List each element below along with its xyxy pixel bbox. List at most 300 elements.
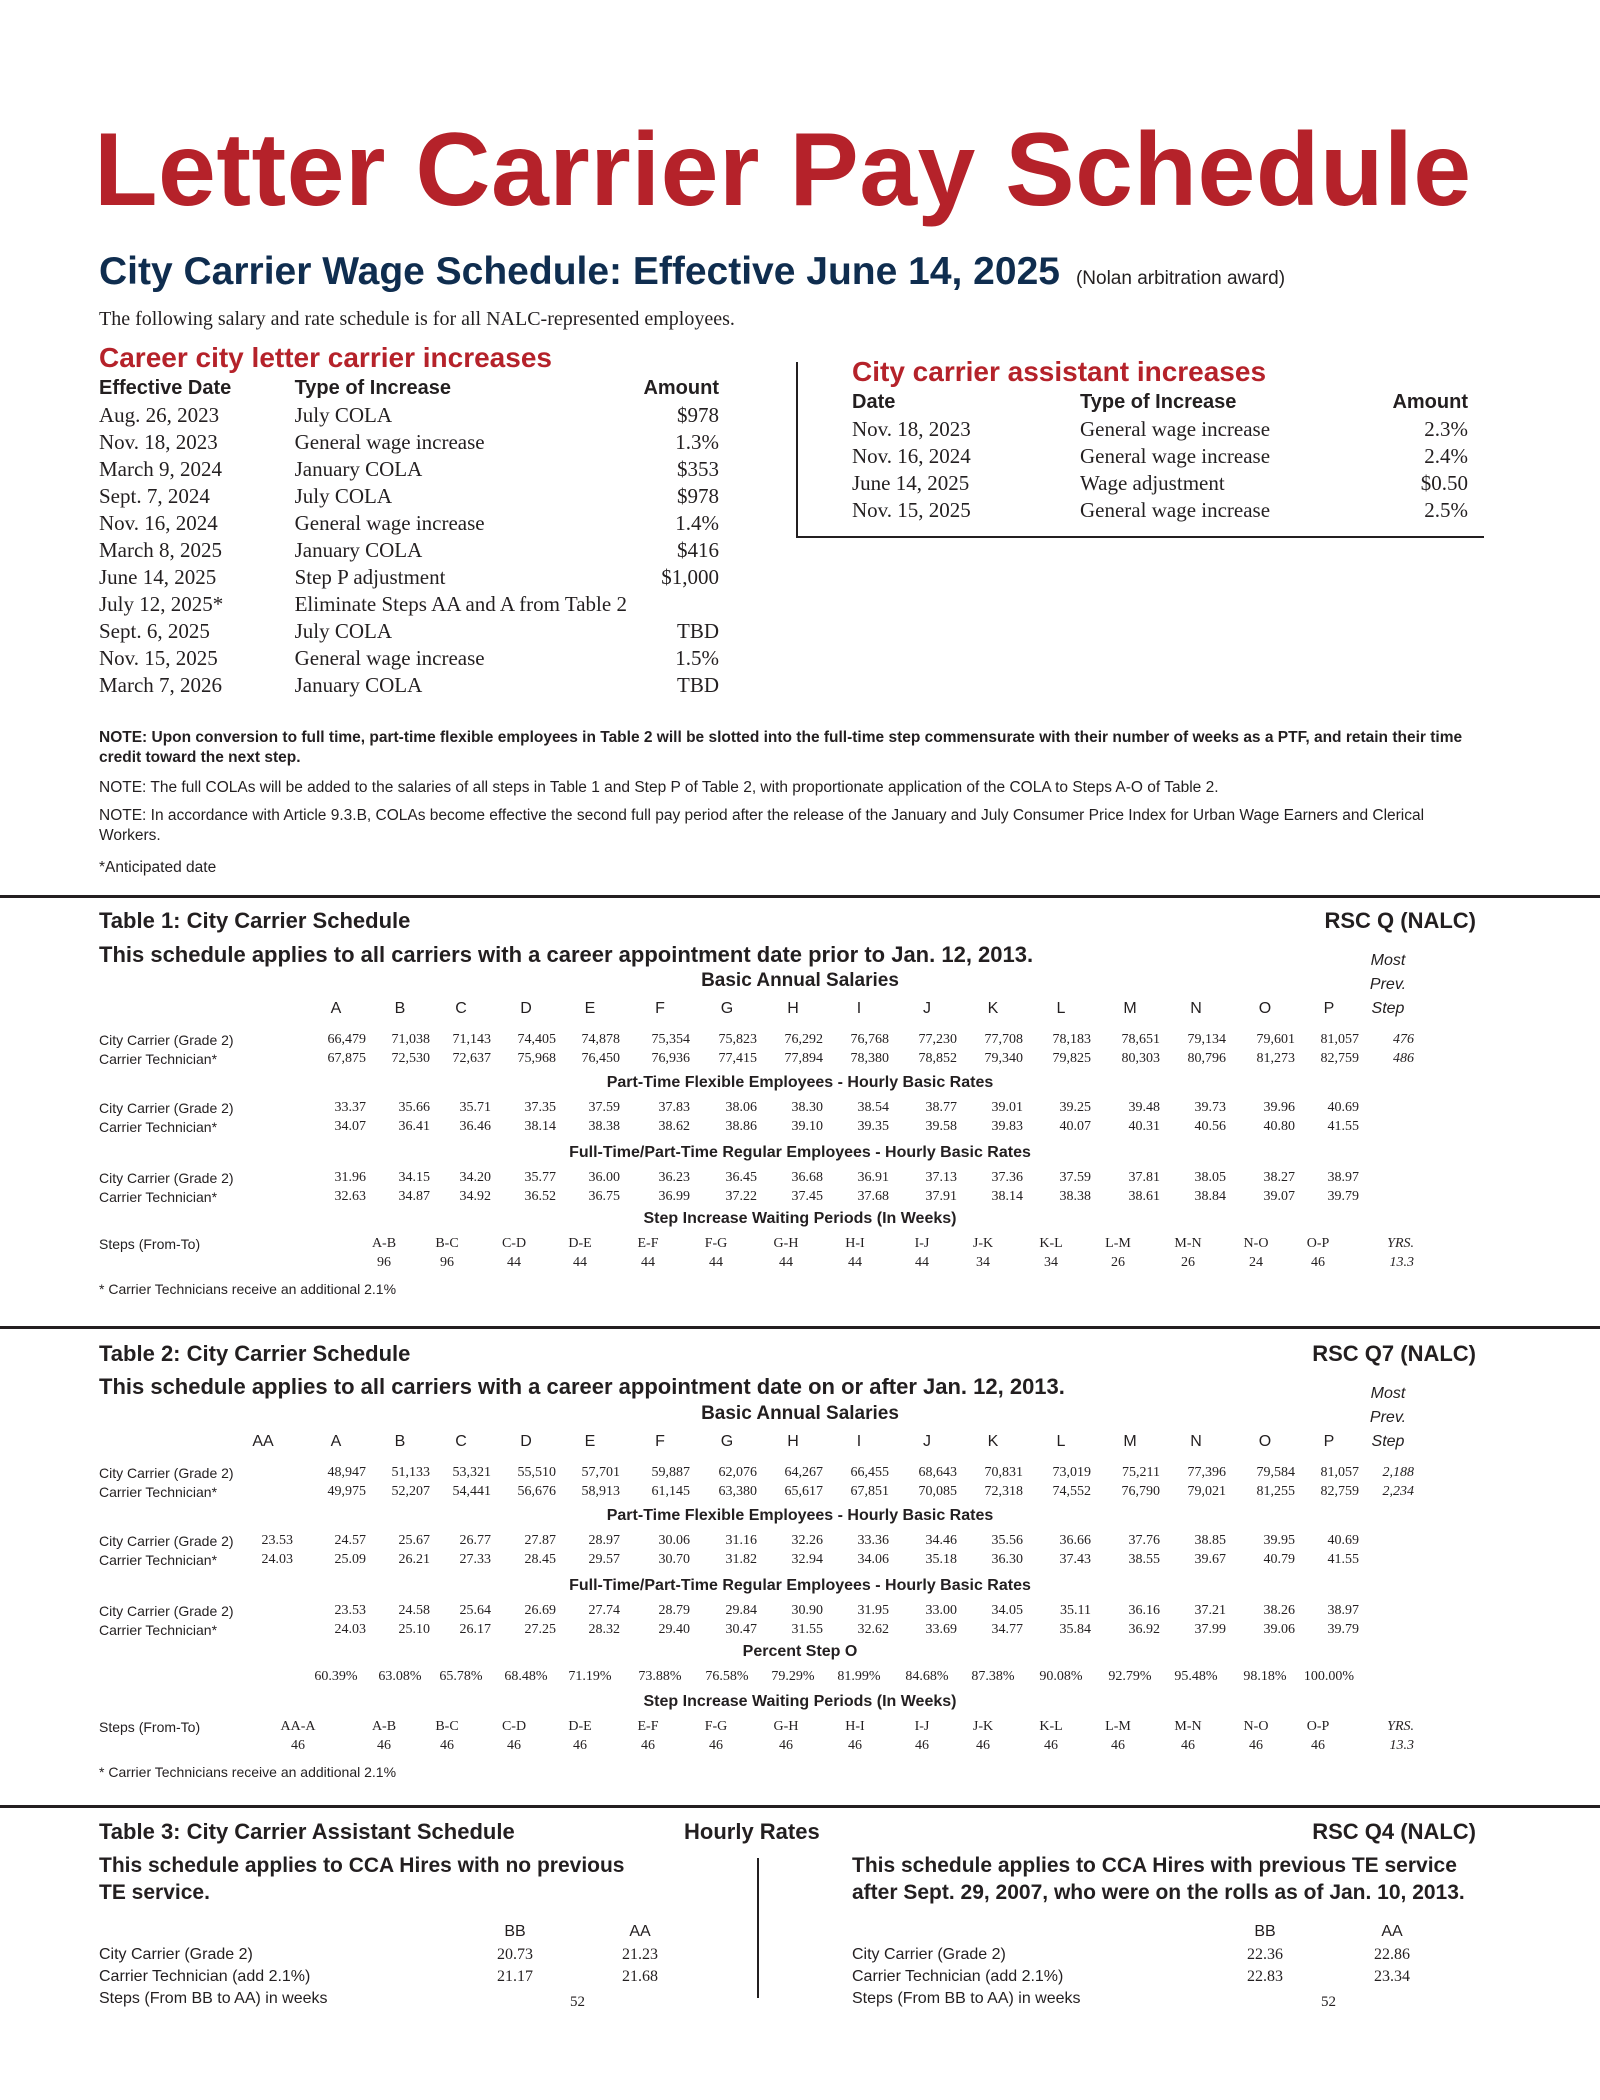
career-increase-cell: March 7, 2026 [99,673,223,697]
cca-rate-cell: 22.86 [1374,1946,1410,1963]
career-increase-cell: 1.5% [675,646,719,670]
row-label: City Carrier (Grade 2) [99,1032,234,1048]
step-column-header: A [330,1433,342,1450]
cca-increase-cell: Nov. 18, 2023 [852,417,971,441]
ft-rate-cell: 30.47 [725,1622,757,1637]
salary-cell: 79,584 [1256,1465,1295,1480]
cca-increase-cell: Nov. 16, 2024 [852,444,971,468]
waiting-periods-heading: Step Increase Waiting Periods (In Weeks) [643,1693,957,1710]
waiting-step-label: J-K [972,1236,994,1251]
salary-cell: 58,913 [581,1484,620,1499]
ft-rate-cell: 30.90 [791,1603,823,1618]
ft-rate-cell: 36.75 [588,1189,620,1204]
salary-cell: 66,455 [850,1465,889,1480]
ptf-rate-cell: 38.54 [857,1100,889,1115]
step-column-header: N [1190,1000,1202,1017]
column-divider [757,1858,759,1998]
career-increase-cell: TBD [677,619,719,643]
percent-step-o-cell: 63.08% [378,1669,422,1684]
table-row [99,672,719,699]
cca-rate-cell: 21.17 [497,1968,533,1985]
ft-rate-cell: 35.77 [524,1170,556,1185]
waiting-weeks-value: 44 [641,1255,655,1270]
career-increase-cell: TBD [677,673,719,697]
ft-rate-cell: 39.79 [1327,1189,1359,1204]
waiting-step-label: F-G [704,1236,728,1251]
step-column-header: F [655,1000,665,1017]
career-increase-cell [627,591,719,618]
ft-rate-cell: 36.45 [725,1170,757,1185]
ft-rate-cell: 33.00 [925,1603,957,1618]
salary-cell: 79,601 [1256,1032,1295,1047]
ft-rate-cell: 38.97 [1327,1603,1359,1618]
step-column-header: P [1323,1000,1335,1017]
step-column-header: J [923,1000,931,1017]
ft-rate-cell: 29.40 [658,1622,690,1637]
ft-rate-cell: 26.17 [459,1622,491,1637]
ptf-rate-cell: 39.48 [1128,1100,1160,1115]
salary-cell: 81,273 [1256,1051,1295,1066]
salary-cell: 76,450 [581,1051,620,1066]
waiting-step-label: J-K [972,1719,994,1734]
career-increase-cell: $353 [677,457,719,481]
salary-cell: 68,643 [918,1465,957,1480]
step-column-header: P [1323,1433,1335,1450]
waiting-weeks-value: 46 [291,1738,305,1753]
ptf-rate-cell: 32.94 [791,1552,823,1567]
ft-rate-cell: 37.22 [725,1189,757,1204]
waiting-weeks-value: 46 [573,1738,587,1753]
ft-rate-cell: 36.68 [791,1170,823,1185]
salary-cell: 57,701 [581,1465,620,1480]
percent-step-o-heading: Percent Step O [742,1643,858,1660]
step-column-header: K [987,1433,999,1450]
row-label: Carrier Technician* [99,1484,218,1500]
step-column-header: D [520,1433,532,1450]
ptf-rate-cell: 35.56 [991,1533,1023,1548]
ptf-rate-cell: 31.82 [725,1552,757,1567]
ptf-rate-cell: 24.57 [334,1533,366,1548]
salary-cell: 76,292 [784,1032,823,1047]
waiting-weeks-value: 44 [779,1255,793,1270]
salary-cell: 75,968 [517,1051,556,1066]
percent-step-o-cell: 84.68% [905,1669,949,1684]
career-increase-cell: Step P adjustment [294,565,446,589]
ft-rate-cell: 36.91 [857,1170,889,1185]
waiting-step-label: C-D [501,1236,527,1251]
waiting-step-label: L-M [1105,1719,1131,1734]
step-column-header: I [856,1000,862,1017]
ptf-rate-cell: 37.83 [658,1100,690,1115]
basic-annual-salaries-heading: Basic Annual Salaries [701,970,899,991]
waiting-step-label: I-J [914,1719,930,1734]
waiting-weeks-value: 46 [1044,1738,1058,1753]
salary-cell: 76,768 [850,1032,889,1047]
table-row [99,456,719,483]
cca-steps-value: 52 [570,1994,585,2010]
career-increase-cell: March 9, 2024 [99,457,223,481]
salary-cell: 82,759 [1320,1051,1359,1066]
percent-step-o-cell: 71.19% [568,1669,612,1684]
waiting-step-label: N-O [1243,1236,1269,1251]
most-prev-step-label: Most [1370,1385,1406,1402]
ptf-rate-cell: 38.06 [725,1100,757,1115]
note-full-colas: NOTE: The full COLAs will be added to the salaries of all steps in Table 1 and Step P of Table 2, with proportionate application of the COLA to Steps A-O of Table 2. [99,779,1219,796]
ptf-rate-cell: 40.69 [1327,1533,1359,1548]
most-prev-step-label: Most [1370,952,1406,969]
waiting-weeks-value: 46 [507,1738,521,1753]
salary-cell: 66,479 [327,1032,366,1047]
career-increase-cell: $1,000 [661,565,719,589]
ptf-rate-cell: 40.80 [1263,1119,1295,1134]
column-header: Date [852,391,896,413]
percent-step-o-cell: 65.78% [439,1669,483,1684]
ft-rate-cell: 37.13 [925,1170,957,1185]
waiting-step-label: I-J [914,1236,930,1251]
ft-rate-cell: 28.79 [658,1603,690,1618]
ft-rate-cell: 36.00 [588,1170,620,1185]
waiting-step-label: O-P [1306,1236,1330,1251]
waiting-weeks-value: 44 [507,1255,521,1270]
note-anticipated-date: *Anticipated date [99,859,217,876]
ft-rate-cell: 37.59 [1059,1170,1091,1185]
salary-cell: 51,133 [391,1465,430,1480]
step-column-header: F [655,1433,665,1450]
ptf-rate-cell: 27.33 [459,1552,491,1567]
waiting-step-label: A-B [371,1236,397,1251]
ptf-rate-cell: 39.10 [791,1119,823,1134]
row-label: Carrier Technician* [99,1189,218,1205]
ptf-rate-cell: 37.35 [524,1100,556,1115]
step-column-header: D [520,1000,532,1017]
step-column-header: L [1056,1433,1066,1450]
waiting-weeks-value: 26 [1111,1255,1125,1270]
ptf-rate-cell: 30.70 [658,1552,690,1567]
ptf-rate-cell: 38.38 [588,1119,620,1134]
salary-cell: 56,676 [517,1484,556,1499]
cca-increase-cell: Wage adjustment [1080,471,1225,495]
percent-step-o-cell: 98.18% [1243,1669,1287,1684]
step-column-header: N [1190,1433,1202,1450]
career-increase-cell: June 14, 2025 [99,565,217,589]
ft-rate-cell: 31.55 [791,1622,823,1637]
cca-increases-heading: City carrier assistant increases [852,356,1267,387]
salary-cell: 75,354 [651,1032,690,1047]
salary-cell: 78,380 [850,1051,889,1066]
salary-cell: 73,019 [1052,1465,1091,1480]
table-row [99,510,719,537]
salary-cell: 81,255 [1256,1484,1295,1499]
note-ptf-conversion: NOTE: Upon conversion to full time, part-time flexible employees in Table 2 will be slotted into the full-time step commensurate with their number of weeks as a PTF, and retain their time credit toward the next step. [99,729,1463,766]
step-column-header: C [455,1433,467,1450]
ptf-rate-cell: 41.55 [1327,1552,1359,1567]
step-column-header: C [455,1000,467,1017]
percent-step-o-cell: 90.08% [1039,1669,1083,1684]
ptf-rate-cell: 41.55 [1327,1119,1359,1134]
table-row [852,416,1468,443]
ptf-rate-cell: 29.57 [588,1552,620,1567]
waiting-weeks-value: 24 [1249,1255,1263,1270]
ptf-rate-cell: 39.35 [857,1119,889,1134]
ft-rate-cell: 36.52 [524,1189,556,1204]
salary-cell: 70,085 [918,1484,957,1499]
salary-cell: 75,211 [1122,1465,1160,1480]
cca-increase-cell: 2.5% [1424,498,1468,522]
waiting-weeks-value: 46 [1111,1738,1125,1753]
ft-rate-cell: 27.25 [524,1622,556,1637]
step-column-header: K [987,1000,999,1017]
salary-cell: 77,415 [718,1051,757,1066]
career-increase-cell: 1.3% [675,430,719,454]
percent-step-o-cell: 95.48% [1174,1669,1218,1684]
row-label: City Carrier (Grade 2) [99,1603,234,1619]
table3-title: Table 3: City Carrier Assistant Schedule [99,1819,515,1844]
table-row [852,470,1468,497]
percent-step-o-cell: 76.58% [705,1669,749,1684]
cca-increase-cell: Nov. 15, 2025 [852,498,971,522]
ptf-rate-cell: 34.07 [334,1119,366,1134]
step-column-header: L [1056,1000,1066,1017]
years-value: 13.3 [1389,1738,1414,1753]
ft-rate-cell: 36.92 [1128,1622,1160,1637]
salary-cell: 61,145 [651,1484,690,1499]
step-column-header: J [923,1433,931,1450]
most-prev-step-label: Prev. [1369,1409,1407,1426]
cca-steps-label: Steps (From BB to AA) in weeks [852,1990,1081,2007]
cca-rate-cell: 23.34 [1374,1968,1410,1985]
salary-cell: 77,708 [984,1032,1023,1047]
ptf-rate-cell: 30.06 [658,1533,690,1548]
ft-rate-cell: 37.45 [791,1189,823,1204]
ptf-rate-cell: 39.01 [991,1100,1023,1115]
ptf-rate-cell: 36.41 [398,1119,430,1134]
cca-increases-table [852,389,1468,524]
cca-rate-cell: 21.68 [622,1968,658,1985]
row-label: City Carrier (Grade 2) [99,1100,234,1116]
waiting-step-label: E-F [637,1719,659,1734]
career-increase-cell: January COLA [294,457,423,481]
step-column-header: AA [252,1433,274,1450]
ft-rate-cell: 39.79 [1327,1622,1359,1637]
table3-left-applies-1: This schedule applies to CCA Hires with no previous [99,1854,625,1877]
step-column-header: I [856,1433,862,1450]
ptf-rate-cell: 38.30 [791,1100,823,1115]
years-label: YRS. [1387,1236,1414,1251]
row-label: Carrier Technician* [99,1622,218,1638]
ptf-rate-cell: 39.58 [925,1119,957,1134]
cca-col-header-aa: AA [1381,1923,1403,1940]
most-prev-step-value: 2,234 [1382,1484,1414,1499]
table-row [99,645,719,672]
divider [0,1326,1600,1329]
ft-rate-cell: 34.77 [991,1622,1023,1637]
career-increase-cell: July COLA [294,619,393,643]
career-increases-heading: Career city letter carrier increases [99,342,552,373]
ptf-rate-cell: 36.46 [459,1119,491,1134]
career-increase-cell: Nov. 16, 2024 [99,511,218,535]
ft-rate-cell: 36.23 [658,1170,690,1185]
ft-rate-cell: 37.21 [1194,1603,1226,1618]
ft-rate-cell: 25.64 [459,1603,491,1618]
step-column-header: G [720,1000,734,1017]
waiting-step-label: K-L [1039,1236,1063,1251]
career-increase-cell: July COLA [294,403,393,427]
ptf-rate-cell: 33.37 [334,1100,366,1115]
waiting-step-label: AA-A [280,1719,316,1734]
waiting-weeks-value: 46 [848,1738,862,1753]
salary-cell: 79,134 [1187,1032,1226,1047]
table-row [99,537,719,564]
step-column-header: B [394,1433,406,1450]
step-column-header: H [787,1000,799,1017]
ptf-rate-cell: 34.06 [857,1552,889,1567]
ptf-rate-cell: 36.66 [1059,1533,1091,1548]
ptf-rate-cell: 40.79 [1263,1552,1295,1567]
ft-rate-cell: 24.03 [334,1622,366,1637]
career-increase-cell: Sept. 7, 2024 [99,484,210,508]
ft-rate-cell: 39.07 [1263,1189,1295,1204]
table-row [99,591,719,618]
salary-cell: 77,894 [784,1051,823,1066]
most-prev-step-value: 2,188 [1382,1465,1414,1480]
ft-rate-cell: 34.87 [398,1189,430,1204]
waiting-weeks-value: 46 [709,1738,723,1753]
salary-cell: 74,405 [517,1032,556,1047]
ptf-rate-cell: 40.56 [1194,1119,1226,1134]
salary-cell: 72,530 [391,1051,430,1066]
career-increase-cell: $978 [677,403,719,427]
percent-step-o-cell: 68.48% [504,1669,548,1684]
ft-rate-cell: 39.06 [1263,1622,1295,1637]
cca-rate-cell: 22.83 [1247,1968,1283,1985]
ptf-rate-cell: 39.67 [1194,1552,1226,1567]
salary-cell: 82,759 [1320,1484,1359,1499]
table-row [852,443,1468,470]
salary-cell: 72,318 [984,1484,1023,1499]
intro-text: The following salary and rate schedule is for all NALC-represented employees. [99,308,735,330]
step-column-header: E [584,1433,596,1450]
waiting-step-label: D-E [568,1719,592,1734]
waiting-step-label: G-H [773,1719,799,1734]
salary-cell: 64,267 [784,1465,823,1480]
step-column-header: H [787,1433,799,1450]
ft-rate-cell: 23.53 [334,1603,366,1618]
waiting-step-label: F-G [704,1719,728,1734]
salary-cell: 78,183 [1052,1032,1091,1047]
cca-rate-cell: 21.23 [622,1946,658,1963]
row-label: City Carrier (Grade 2) [99,1465,234,1481]
waiting-weeks-value: 46 [641,1738,655,1753]
ptf-rate-cell: 37.59 [588,1100,620,1115]
ft-rate-cell: 28.32 [588,1622,620,1637]
salary-cell: 77,396 [1187,1465,1226,1480]
divider [0,1805,1600,1808]
steps-from-to-label: Steps (From-To) [99,1719,201,1735]
ptf-rate-cell: 37.76 [1128,1533,1160,1548]
page-title: Letter Carrier Pay Schedule [94,112,1472,228]
waiting-step-label: L-M [1105,1236,1131,1251]
ft-heading: Full-Time/Part-Time Regular Employees - Hourly Basic Rates [569,1144,1031,1161]
ft-rate-cell: 38.05 [1194,1170,1226,1185]
career-increase-cell: January COLA [294,673,423,697]
waiting-weeks-value: 34 [1044,1255,1058,1270]
salary-cell: 67,875 [327,1051,366,1066]
divider [0,895,1600,898]
salary-cell: 81,057 [1320,1032,1359,1047]
waiting-periods-heading: Step Increase Waiting Periods (In Weeks) [643,1210,957,1227]
ptf-rate-cell: 25.09 [334,1552,366,1567]
percent-step-o-cell: 81.99% [837,1669,881,1684]
table3-left-applies-2: TE service. [99,1881,210,1904]
step-column-header: O [1258,1433,1272,1450]
row-label: Carrier Technician* [99,1119,218,1135]
salary-cell: 72,637 [452,1051,491,1066]
ptf-rate-cell: 38.14 [524,1119,556,1134]
waiting-step-label: M-N [1174,1236,1202,1251]
ptf-rate-cell: 40.31 [1128,1119,1160,1134]
waiting-step-label: B-C [435,1719,459,1734]
table2-rsc: RSC Q7 (NALC) [1312,1341,1476,1366]
career-increase-cell: $978 [677,484,719,508]
waiting-weeks-value: 44 [709,1255,723,1270]
career-increase-cell: July COLA [294,484,393,508]
ptf-rate-cell: 26.21 [398,1552,430,1567]
cca-increase-cell: $0.50 [1420,471,1468,495]
table3-rsc: RSC Q4 (NALC) [1312,1819,1476,1844]
waiting-weeks-value: 96 [377,1255,391,1270]
ft-rate-cell: 38.84 [1194,1189,1226,1204]
waiting-weeks-value: 46 [377,1738,391,1753]
percent-step-o-cell: 92.79% [1108,1669,1152,1684]
ft-rate-cell: 38.97 [1327,1170,1359,1185]
step-column-header: M [1123,1000,1137,1017]
ft-rate-cell: 34.15 [398,1170,430,1185]
years-label: YRS. [1387,1719,1414,1734]
cca-row-label: City Carrier (Grade 2) [99,1946,253,1963]
salary-cell: 62,076 [718,1465,757,1480]
cca-increase-cell: June 14, 2025 [852,471,970,495]
salary-cell: 81,057 [1320,1465,1359,1480]
waiting-step-label: E-F [637,1236,659,1251]
column-header: Effective Date [99,377,232,399]
ft-rate-cell: 24.58 [398,1603,430,1618]
page-subtitle [99,250,1285,294]
salary-cell: 70,831 [984,1465,1023,1480]
waiting-weeks-value: 46 [1311,1255,1325,1270]
salary-cell: 49,975 [327,1484,366,1499]
career-increase-cell: Nov. 15, 2025 [99,646,218,670]
ptf-rate-cell: 38.55 [1128,1552,1160,1567]
table-row [99,564,719,591]
ft-rate-cell: 38.38 [1059,1189,1091,1204]
percent-step-o-cell: 60.39% [314,1669,358,1684]
note-article-9: NOTE: In accordance with Article 9.3.B, COLAs become effective the second full pay period after the release of the January and July Consumer Price Index for Urban Wage Earners and Clerical Workers. [99,807,1425,844]
ptf-rate-cell: 32.26 [791,1533,823,1548]
row-label: City Carrier (Grade 2) [99,1533,234,1549]
ft-rate-cell: 26.69 [524,1603,556,1618]
ft-rate-cell: 36.16 [1128,1603,1160,1618]
waiting-weeks-value: 96 [440,1255,454,1270]
ptf-rate-cell: 37.43 [1059,1552,1091,1567]
salary-cell: 79,340 [984,1051,1023,1066]
salary-cell: 79,021 [1187,1484,1226,1499]
cca-col-header-aa: AA [629,1923,651,1940]
ft-rate-cell: 31.95 [857,1603,889,1618]
row-label: City Carrier (Grade 2) [99,1170,234,1186]
career-increase-cell: General wage increase [294,646,485,670]
steps-from-to-label: Steps (From-To) [99,1236,201,1252]
salary-cell: 65,617 [784,1484,823,1499]
